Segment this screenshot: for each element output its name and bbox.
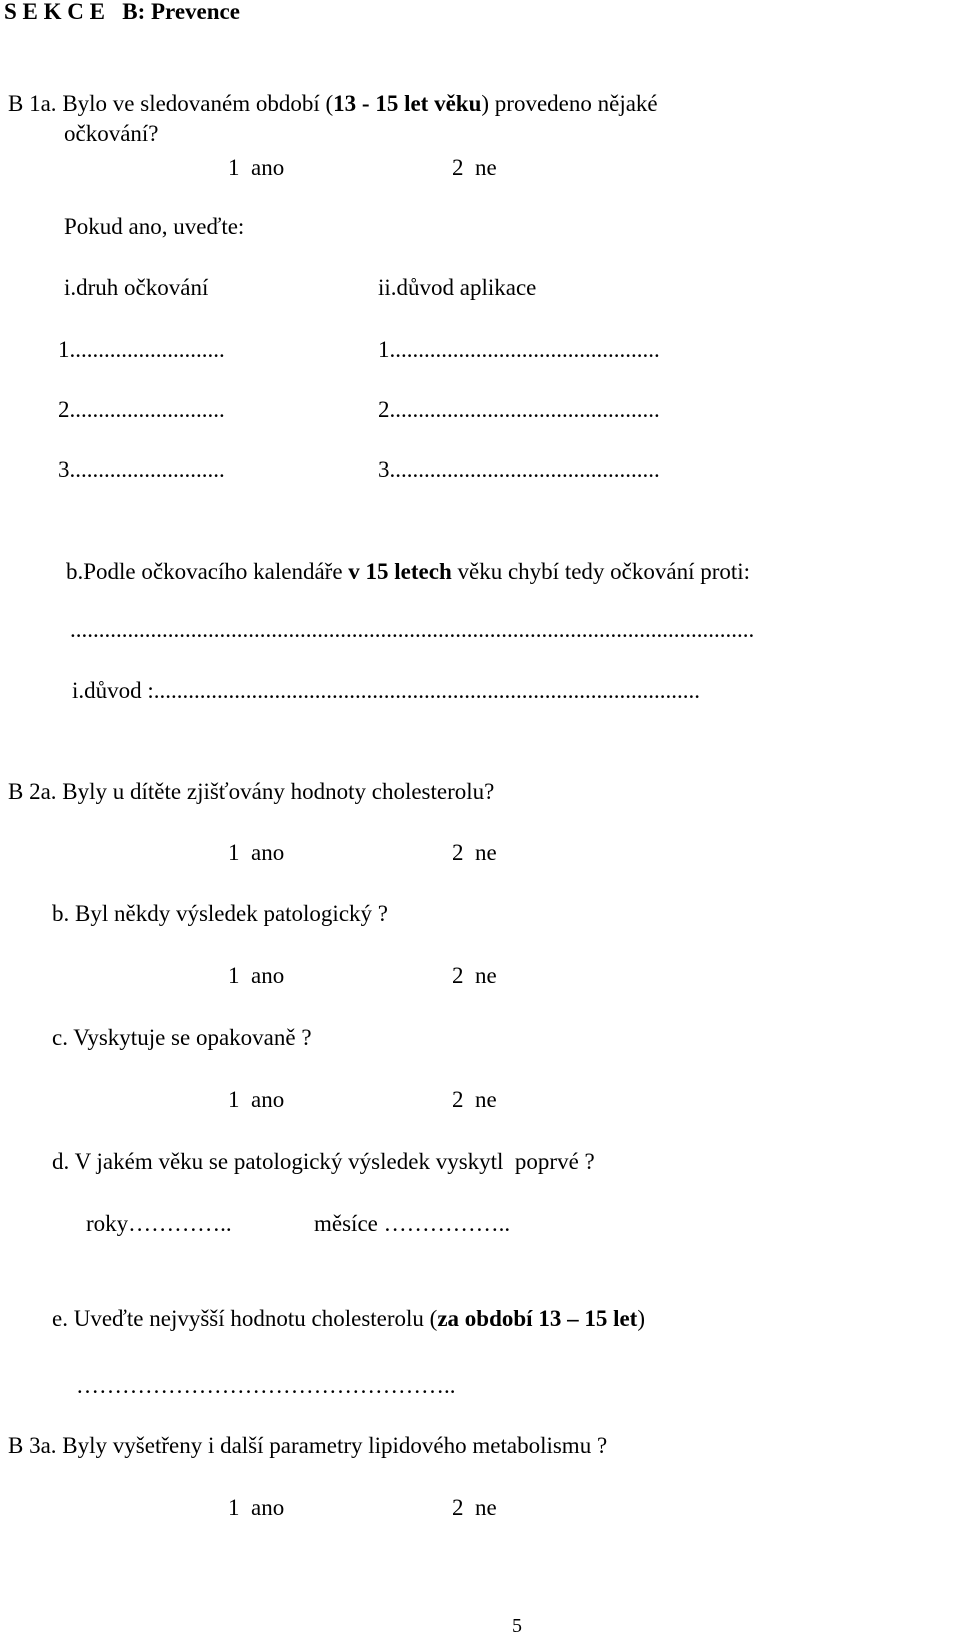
vaccination-type-header: i.druh očkování — [64, 275, 209, 300]
question-b1a — [8, 90, 658, 118]
question-b2b: b. Byl někdy výsledek patologický ? — [52, 901, 388, 926]
b1a-option-no[interactable]: 2 ne — [452, 155, 497, 180]
vaccination-type-row[interactable]: 1........................... — [58, 337, 225, 362]
question-b1a-text-before: Bylo ve sledovaném období ( — [56, 91, 334, 116]
vaccination-type-row[interactable]: 3........................... — [58, 457, 225, 482]
application-reason-header: ii.důvod aplikace — [378, 275, 537, 300]
highest-cholesterol-field[interactable]: ………………………………………….. — [76, 1373, 456, 1398]
section-header-prefix: S E K C E — [4, 0, 123, 24]
application-reason-row[interactable]: 1............................................... — [378, 337, 660, 362]
question-b1b-suffix: věku chybí tedy očkování proti: — [451, 559, 751, 584]
first-occurrence-months-field[interactable]: měsíce …………….. — [314, 1211, 511, 1236]
question-b1a-label: B 1a. — [8, 91, 57, 116]
question-b1b-bold: v 15 letech — [348, 559, 452, 584]
question-b2e-bold: za období 13 – 15 let — [437, 1306, 638, 1331]
first-occurrence-years-field[interactable]: roky………….. — [86, 1211, 232, 1236]
question-b2c: c. Vyskytuje se opakovaně ? — [52, 1025, 312, 1050]
b2c-option-yes[interactable]: 1 ano — [228, 1087, 285, 1112]
question-b1a-line2: očkování? — [64, 121, 159, 146]
question-b2e-suffix: ) — [637, 1306, 645, 1331]
question-b2e — [52, 1305, 645, 1333]
b2a-option-yes[interactable]: 1 ano — [228, 840, 285, 865]
question-b1b-prefix: b.Podle očkovacího kalendáře — [66, 559, 349, 584]
missing-vaccination-field[interactable]: ....................................................................................................................... — [70, 617, 755, 642]
question-b1a-text-after: ) provedeno nějaké — [481, 91, 658, 116]
question-b3a: B 3a. Byly vyšetřeny i další parametry lipidového metabolismu ? — [8, 1433, 608, 1458]
b2c-option-no[interactable]: 2 ne — [452, 1087, 497, 1112]
application-reason-row[interactable]: 2............................................... — [378, 397, 660, 422]
b3a-option-yes[interactable]: 1 ano — [228, 1495, 285, 1520]
b2b-option-yes[interactable]: 1 ano — [228, 963, 285, 988]
b1a-option-yes[interactable]: 1 ano — [228, 155, 285, 180]
question-b1b — [66, 558, 750, 586]
page-number: 5 — [512, 1615, 522, 1637]
b3a-option-no[interactable]: 2 ne — [452, 1495, 497, 1520]
b2a-option-no[interactable]: 2 ne — [452, 840, 497, 865]
section-header — [4, 0, 240, 26]
b2b-option-no[interactable]: 2 ne — [452, 963, 497, 988]
missing-vaccination-reason-field[interactable]: i.důvod :............................................................................................... — [72, 678, 701, 703]
vaccination-type-row[interactable]: 2........................... — [58, 397, 225, 422]
section-header-title: B: Prevence — [122, 0, 240, 24]
application-reason-row[interactable]: 3............................................... — [378, 457, 660, 482]
question-b2d: d. V jakém věku se patologický výsledek vyskytl poprvé ? — [52, 1149, 595, 1174]
if-yes-instruction: Pokud ano, uveďte: — [64, 214, 245, 239]
question-b2a: B 2a. Byly u dítěte zjišťovány hodnoty cholesterolu? — [8, 779, 495, 804]
question-b1a-text-bold: 13 - 15 let věku — [333, 91, 482, 116]
question-b2e-prefix: e. Uveďte nejvyšší hodnotu cholesterolu ( — [52, 1306, 438, 1331]
